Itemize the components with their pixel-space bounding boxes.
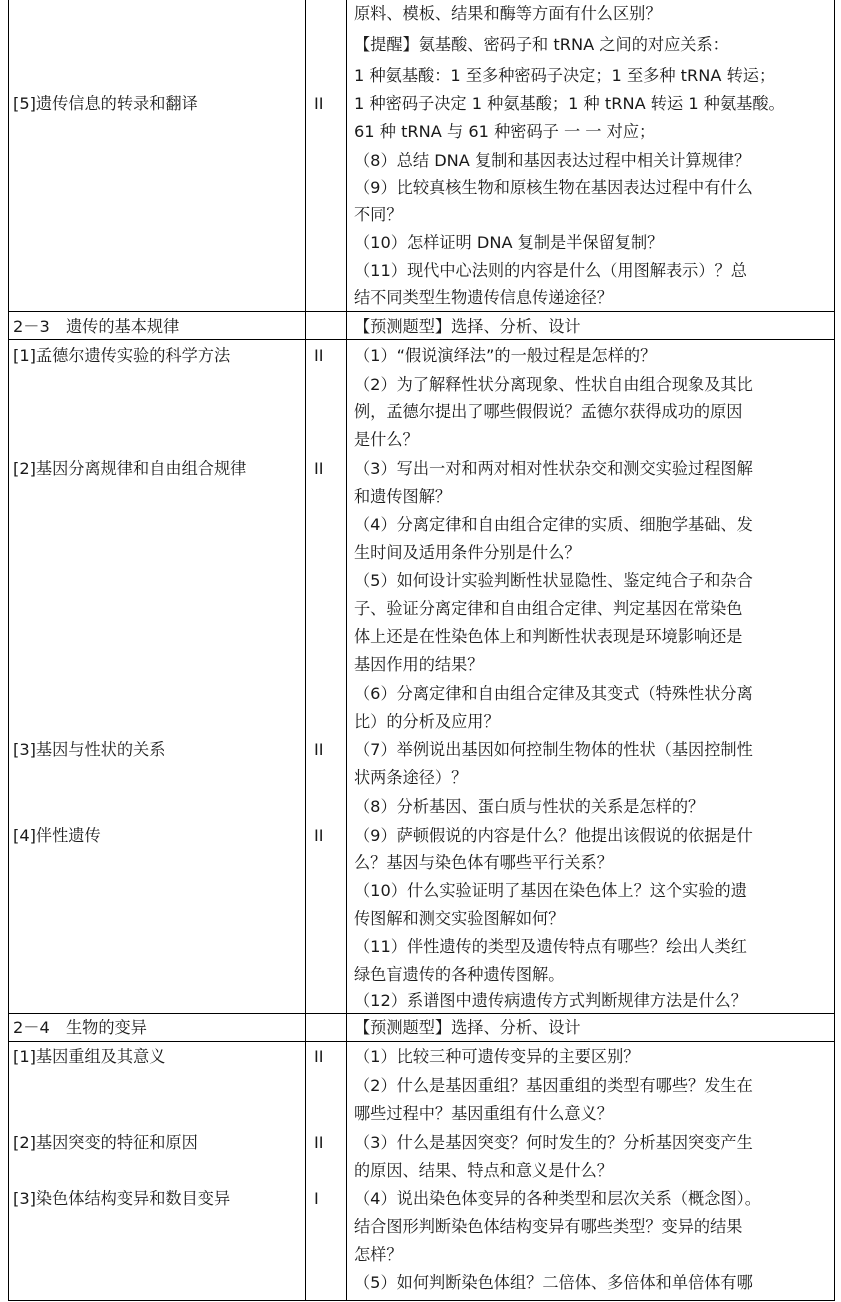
content-line: 体上还是在性染色体上和判断性状表现是环境影响还是 [354,627,743,646]
topic-label: [1]孟德尔遗传实验的科学方法 [13,346,231,365]
level-marker: II [314,346,324,365]
level-marker: II [314,740,324,759]
content-line: 结不同类型生物遗传信息传递途径？ [354,288,613,307]
content-line: （10）什么实验证明了基因在染色体上？这个实验的遗 [354,881,747,900]
topic-label: [3]基因与性状的关系 [13,740,166,759]
content-line: 1 种氨基酸：1 至多种密码子决定；1 至多种 tRNA 转运； [354,66,776,85]
topic-label: [5]遗传信息的转录和翻译 [13,94,198,113]
content-line: 原料、模板、结果和酶等方面有什么区别？ [354,4,662,23]
row-divider [9,1041,834,1042]
content-line: （3）写出一对和两对相对性状杂交和测交实验过程图解 [354,459,753,478]
content-line: （2）为了解释性状分离现象、性状自由组合现象及其比 [354,375,753,394]
content-line: 的原因、结果、特点和意义是什么？ [354,1161,613,1180]
level-marker: II [314,1047,324,1066]
content-line: 么？基因与染色体有哪些平行关系？ [354,853,613,872]
question-types: 【预测题型】选择、分析、设计 [354,1018,581,1037]
content-line: 传图解和测交实验图解如何？ [354,909,565,928]
content-line: （8）分析基因、蛋白质与性状的关系是怎样的？ [354,797,705,816]
content-line: （1）“假说演绎法”的一般过程是怎样的？ [354,346,657,365]
column-divider [305,0,306,1300]
topic-label: [2]基因分离规律和自由组合规律 [13,459,247,478]
content-line: （7）举例说出基因如何控制生物体的性状（基因控制性 [354,740,753,759]
question-types: 【预测题型】选择、分析、设计 [354,317,581,336]
section-heading: 2－3 遗传的基本规律 [13,317,180,336]
content-line: （5）如何设计实验判断性状显隐性、鉴定纯合子和杂合 [354,571,753,590]
content-line: 例，孟德尔提出了哪些假假说？孟德尔获得成功的原因 [354,402,743,421]
row-divider [9,1013,834,1014]
content-line: 61 种 tRNA 与 61 种密码子 一 一 对应； [354,122,656,141]
content-line: （8）总结 DNA 复制和基因表达过程中相关计算规律？ [354,151,751,170]
content-line: 基因作用的结果？ [354,655,484,674]
content-line: （5）如何判断染色体组？二倍体、多倍体和单倍体有哪 [354,1273,753,1292]
content-line: 怎样？ [354,1245,403,1264]
level-marker: II [314,94,324,113]
content-line: 比）的分析及应用？ [354,712,500,731]
level-marker: II [314,1133,324,1152]
content-line: （10）怎样证明 DNA 复制是半保留复制？ [354,233,664,252]
content-line: 1 种密码子决定 1 种氨基酸；1 种 tRNA 转运 1 种氨基酸。 [354,94,785,113]
content-line: 状两条途径）？ [354,768,468,787]
section-heading: 2－4 生物的变异 [13,1018,147,1037]
content-line: 和遗传图解？ [354,487,452,506]
content-line: （2）什么是基因重组？基因重组的类型有哪些？发生在 [354,1076,753,1095]
level-marker: I [314,1189,319,1208]
content-line: （12）系谱图中遗传病遗传方式判断规律方法是什么？ [354,991,747,1010]
topic-label: [2]基因突变的特征和原因 [13,1133,198,1152]
content-line: 哪些过程中？基因重组有什么意义？ [354,1104,613,1123]
level-marker: II [314,826,324,845]
column-divider [346,0,347,1300]
row-divider [9,311,834,312]
content-line: 子、验证分离定律和自由组合定律、判定基因在常染色 [354,599,743,618]
content-line: 是什么？ [354,430,419,449]
content-line: 生时间及适用条件分别是什么？ [354,543,581,562]
content-line: （1）比较三种可遗传变异的主要区别？ [354,1047,640,1066]
content-line: （4）分离定律和自由组合定律的实质、细胞学基础、发 [354,515,753,534]
content-line: （9）萨顿假说的内容是什么？他提出该假说的依据是什 [354,826,753,845]
content-line: （6）分离定律和自由组合定律及其变式（特殊性状分离 [354,684,753,703]
content-line: （4）说出染色体变异的各种类型和层次关系（概念图）。 [354,1189,761,1208]
content-line: 【提醒】氨基酸、密码子和 tRNA 之间的对应关系： [354,35,729,54]
content-line: 绿色盲遗传的各种遗传图解。 [354,965,565,984]
content-line: 结合图形判断染色体结构变异有哪些类型？变异的结果 [354,1217,743,1236]
row-divider [9,339,834,340]
content-line: （3）什么是基因突变？何时发生的？分析基因突变产生 [354,1133,753,1152]
level-marker: II [314,459,324,478]
topic-label: [3]染色体结构变异和数目变异 [13,1189,231,1208]
topic-label: [4]伴性遗传 [13,826,101,845]
content-line: （11）伴性遗传的类型及遗传特点有哪些？绘出人类红 [354,937,747,956]
content-line: 不同？ [354,205,403,224]
content-line: （9）比较真核生物和原核生物在基因表达过程中有什么 [354,178,753,197]
topic-label: [1]基因重组及其意义 [13,1047,166,1066]
content-line: （11）现代中心法则的内容是什么（用图解表示）？总 [354,261,747,280]
